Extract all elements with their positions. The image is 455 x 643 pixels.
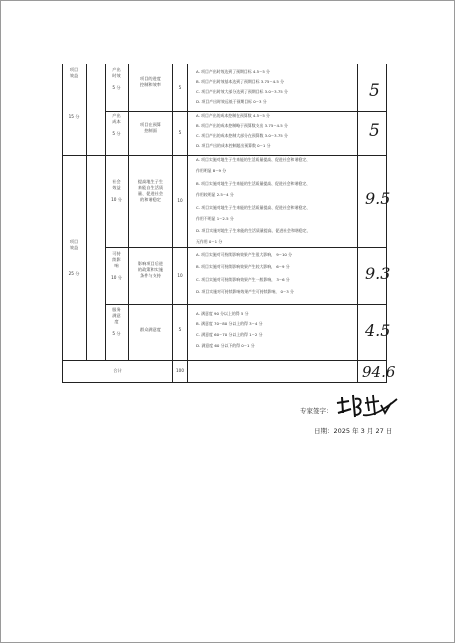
points-cell: 10 [177,273,183,278]
description-cell: 项目的进度 控制和效率 [140,76,161,87]
criterion-line: A. 项目产出的成本控制在预算数 4.5~5 分 [196,113,270,118]
criterion-line: A. 项目实施对地生子生来能的生活质量提高、促进社会和谐稳定、 [196,157,311,162]
criterion-line: C. 项目产出时效大部分达到了预期目标 3.0~3.75 分 [196,89,288,94]
indicator-cell: 服务 满意 度 5 分 [112,307,121,336]
points-cell: 5 [178,327,182,332]
indicator-cell: 产出 时效 5 分 [112,67,121,90]
table-border-bottom [62,382,387,383]
criterion-line: B. 项目产出时效基本达到了预期目标 3.75~4.5 分 [196,79,284,84]
total-points: 100 [176,368,184,373]
row-line-3 [105,247,387,248]
criterion-line: D. 项目产出时效远低于预期目标 0~3 分 [196,99,267,104]
category-b-points: 25 分 [68,271,80,276]
row-line-4 [105,304,387,305]
points-cell: 5 [178,130,182,135]
criterion-line: 作用明显 8~9 分 [196,168,227,173]
indicator-cell: 可持 续影 响 10 分 [111,251,122,280]
signature-date: 日期：2025 年 3 月 27 日 [314,427,393,435]
handwritten-score: 9.5 [365,189,391,208]
description-cell: 群众满意度 [140,327,161,332]
signature-label: 专家签字： [300,407,333,415]
criterion-line: B. 项目实施对地生子生来能的生活质量提高、促进社会和谐稳定、 [196,181,311,186]
handwritten-score: 9.3 [365,264,391,283]
criterion-line: D. 项目产出的成本控制超出预算数 0~1 分 [196,143,271,148]
category-b-name: 项目 效益 [69,239,79,250]
description-cell: 影响项目后进 的政策和实施 条件与支持 [137,261,164,278]
criterion-line: C. 项目产出的成本控制大部分在预算数 3.0~3.75 分 [196,133,288,138]
handwritten-total-score: 94.6 [362,363,396,381]
criterion-line: D. 满意度 60 分以下的得 0~1 分 [196,343,255,348]
criterion-line: A. 项目产出时效达到了预期目标 4.5~5 分 [196,69,270,74]
col-line-1 [86,64,87,360]
criterion-line: B. 项目产出的成本控制略于预算数支出 3.75~4.5 分 [196,123,288,128]
criterion-line: 作用不明显 1~2.5 分 [196,216,234,221]
criterion-line: 作用较明显 2.5~4 分 [196,192,234,197]
table-border-left [62,64,63,382]
total-label: 合计 [113,368,122,373]
category-a-name: 项目 效益 [69,67,79,78]
points-cell: 10 [177,198,183,203]
indicator-cell: 产出 成本 5 分 [112,113,121,136]
col-line-3 [128,64,129,360]
criterion-line: A. 满意度 90 分以上的得 5 分 [196,311,249,316]
handwritten-score: 5 [369,81,380,101]
points-cell: 5 [178,85,182,90]
row-line-2 [62,155,387,156]
criterion-line: B. 满意度 70~80 分以上的得 3~4 分 [196,321,263,326]
handwritten-signature [333,389,403,423]
row-line-1 [105,111,387,112]
handwritten-score: 5 [369,121,380,141]
category-a-points: 15 分 [68,114,80,119]
criterion-line: 无作用 0~1 分 [196,239,223,244]
handwritten-score: 4.5 [365,321,391,340]
description-cell: 提高地生子生 来能自生活质 量、促进社会 的和谐稳定 [137,179,164,202]
row-line-5 [62,360,387,361]
indicator-cell: 社会 效益 10 分 [111,179,122,202]
criterion-line: C. 满意度 60~70 分以上的得 1~2 分 [196,332,263,337]
criterion-line: D. 项目实施对地生子生来能的生活质量提高、促进社会和谐稳定、 [196,228,311,233]
criterion-line: C. 项目实施对可持续影响效果产生一般影响， 3~6 分 [196,277,290,282]
criterion-line: C. 项目实施对地生子生来能的生活质量提高、促进社会和谐稳定、 [196,205,311,210]
criterion-line: A. 项目实施对可持续影响效果产生很大影响， 9~10 分 [196,252,293,257]
description-cell: 项目在预算 控制面 [140,122,161,133]
criterion-line: B. 项目实施对可持续影响效果产生较大影响， 6~9 分 [196,264,290,269]
criterion-line: D. 项目实施对可持续影响效果产生可持续影响， 0~3 分 [196,289,294,294]
